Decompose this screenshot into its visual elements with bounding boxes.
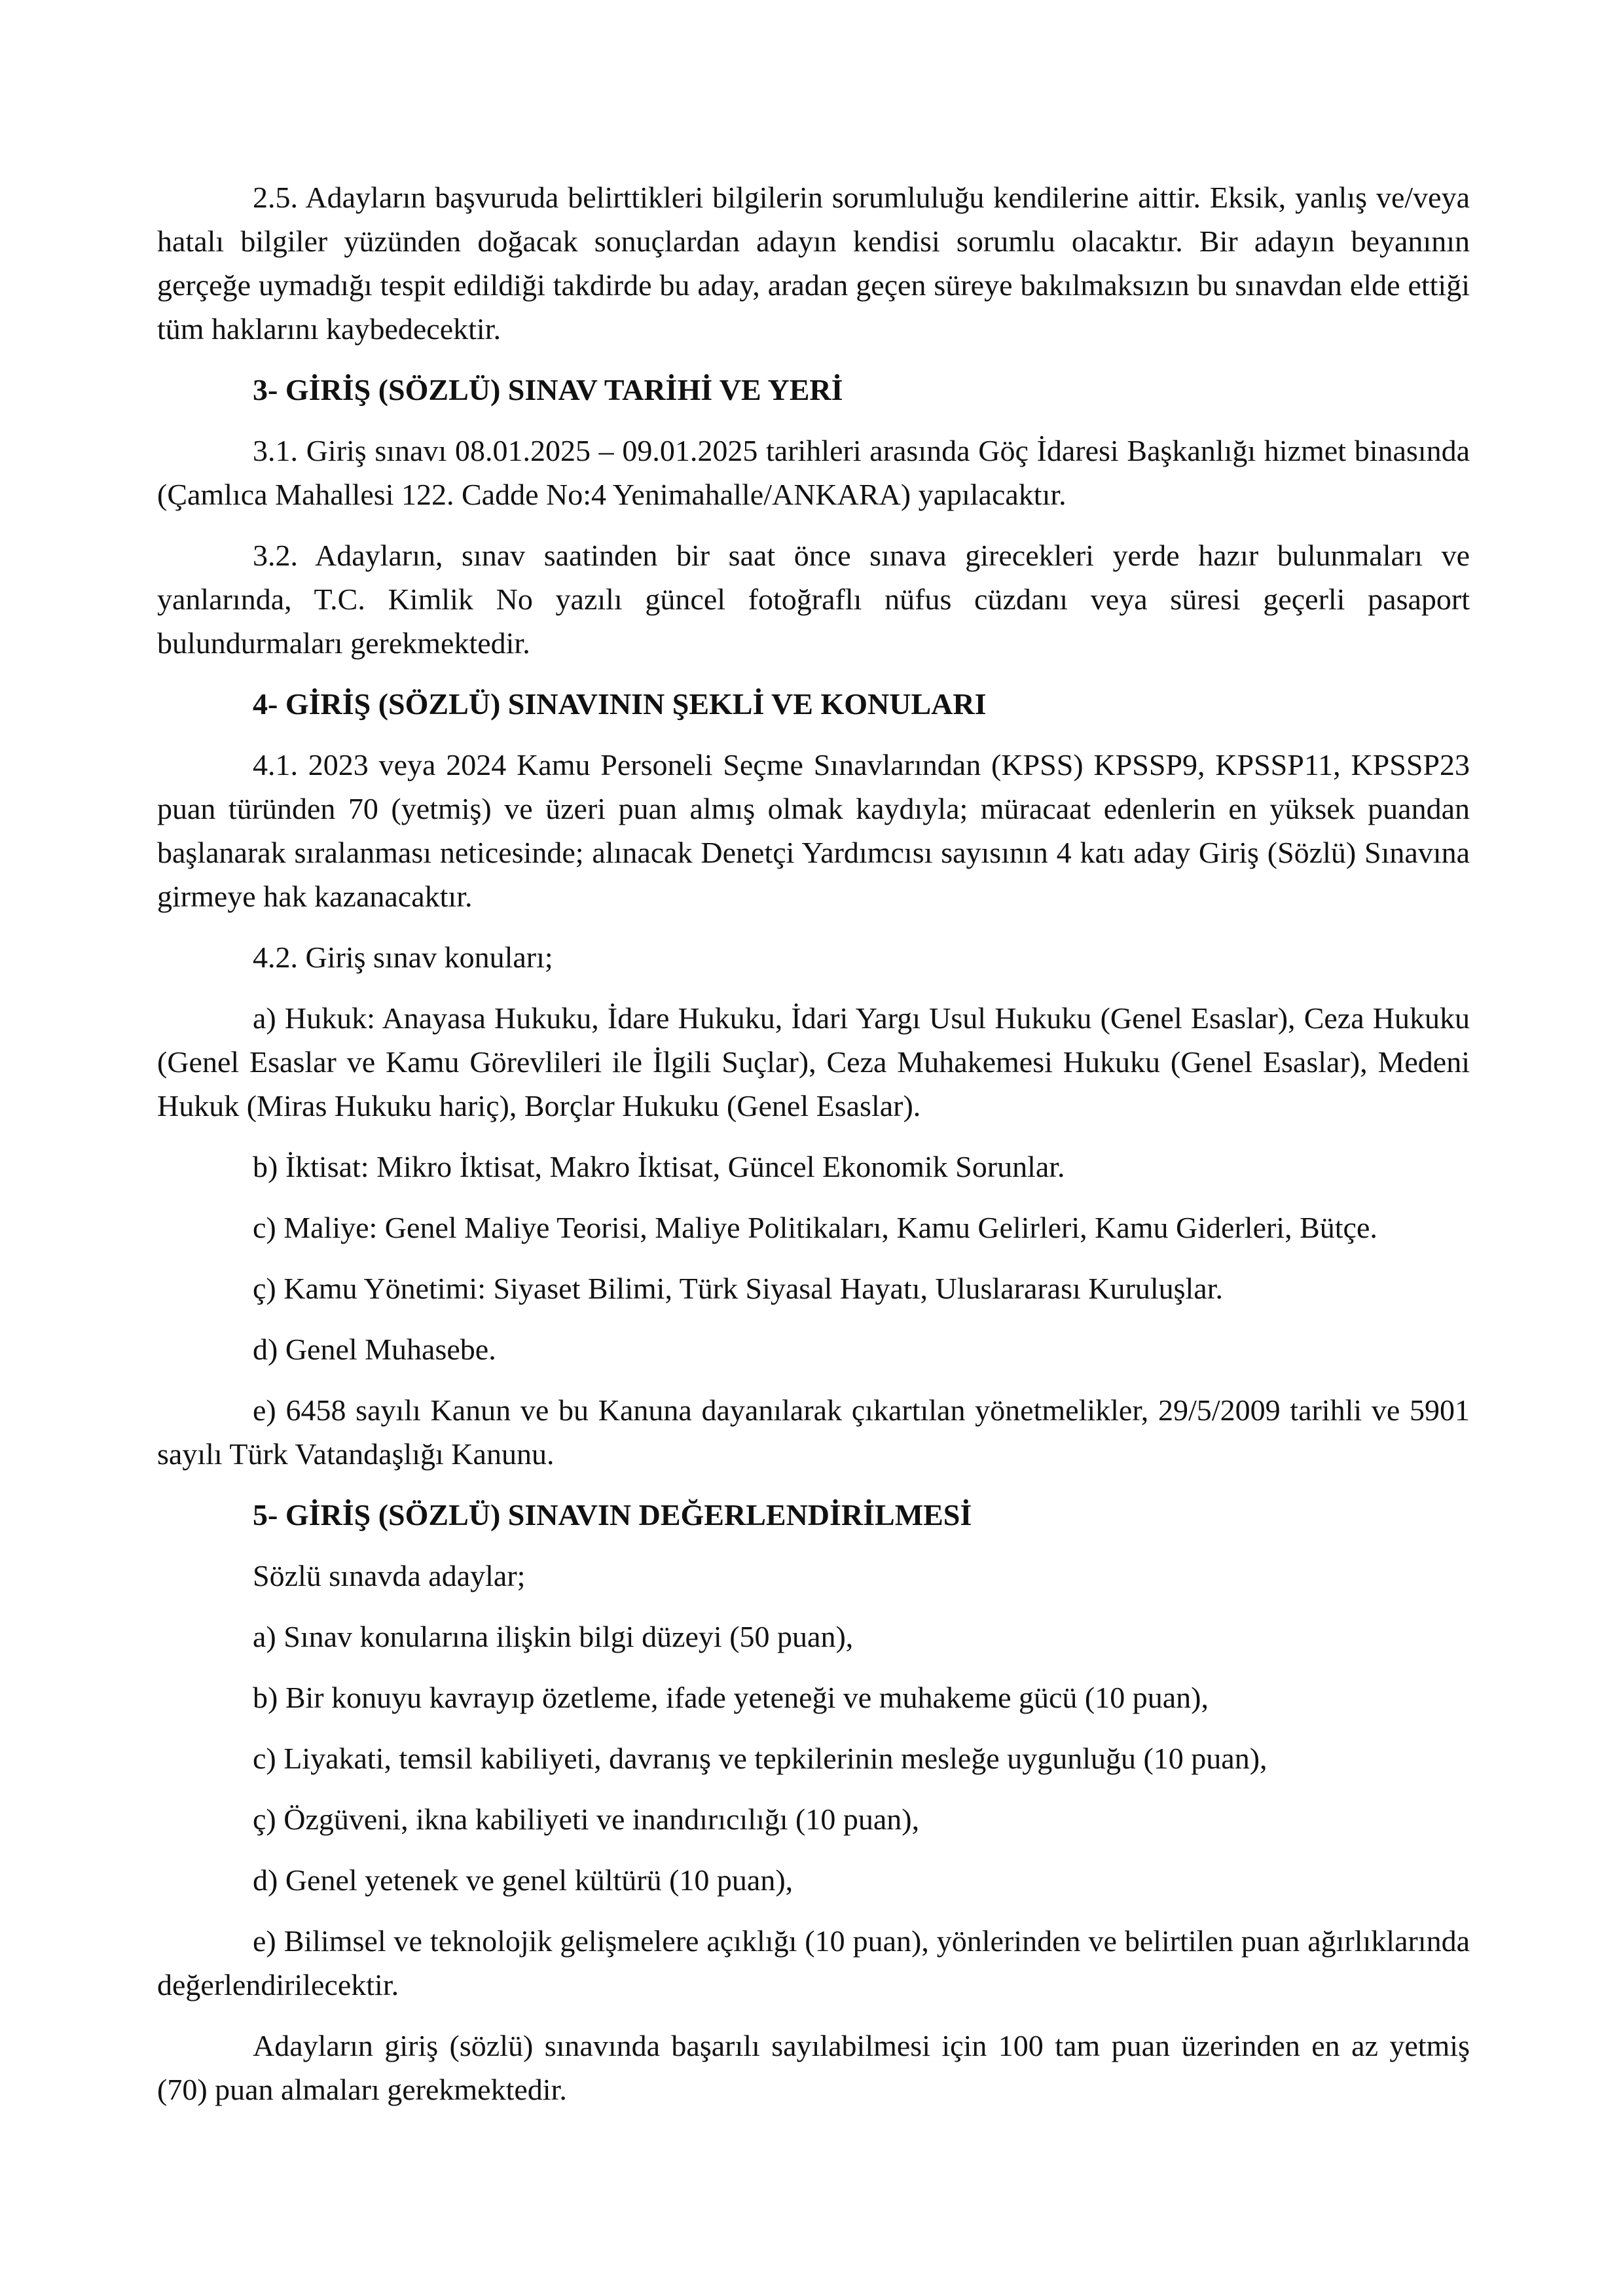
paragraph-4-1: 4.1. 2023 veya 2024 Kamu Personeli Seçme Sınavlarından (KPSS) KPSSP9, KPSSP11, KPSSP23 puan türünden 70 (yetmiş) ve üzeri puan almış olmak kaydıyla; müracaat edenlerin en yüksek puandan başlanarak sıralanması neticesinde; alınacak Denetçi Yardımcısı sayısının 4 katı aday Giriş (Sözlü) Sınavına girmeye hak kazanacaktır. (157, 748, 1470, 913)
criterion-item-d: d) Genel yetenek ve genel kültürü (10 puan), (253, 1863, 793, 1897)
topic-item-a: a) Hukuk: Anayasa Hukuku, İdare Hukuku, İdari Yargı Usul Hukuku (Genel Esaslar), Ceza Hukuku (Genel Esaslar ve Kamu Görevlileri ile İlgili Suçlar), Ceza Muhakemesi Hukuku (Genel Esaslar), Medeni Hukuk (Miras Hukuku hariç), Borçlar Hukuku (Genel Esaslar). (157, 1001, 1470, 1122)
criterion-item-c: c) Liyakati, temsil kabiliyeti, davranış ve tepkilerinin mesleğe uygunluğu (10 puan), (253, 1742, 1267, 1775)
criterion-item-a: a) Sınav konularına ilişkin bilgi düzeyi (50 puan), (253, 1620, 854, 1653)
topic-item-e: e) 6458 sayılı Kanun ve bu Kanuna dayanılarak çıkartılan yönetmelikler, 29/5/2009 tarihli ve 5901 sayılı Türk Vatandaşlığı Kanunu. (157, 1393, 1470, 1471)
paragraph-4-2: 4.2. Giriş sınav konuları; (253, 941, 553, 974)
paragraph-3-2: 3.2. Adayların, sınav saatinden bir saat önce sınava girecekleri yerde hazır bulunmaları ve yanlarında, T.C. Kimlik No yazılı güncel fotoğraflı nüfus cüzdanı veya süresi geçerli pasaport bulundurmaları gerekmektedir. (157, 539, 1470, 660)
document-page (157, 175, 1470, 2128)
criterion-item-cc: ç) Özgüveni, ikna kabiliyeti ve inandırıcılığı (10 puan), (253, 1803, 920, 1836)
paragraph-2-5: 2.5. Adayların başvuruda belirttikleri bilgilerin sorumluluğu kendilerine aittir. Eksik, yanlış ve/veya hatalı bilgiler yüzünden doğacak sonuçlardan adayın kendisi sorumlu olacaktır. Bir adayın beyanının gerçeğe uymadığı tespit edildiği takdirde bu aday, aradan geçen süreye bakılmaksızın bu sınavdan elde ettiği tüm haklarını kaybedecektir. (157, 181, 1470, 346)
paragraph-5-intro: Sözlü sınavda adaylar; (253, 1559, 526, 1592)
topic-item-cc: ç) Kamu Yönetimi: Siyaset Bilimi, Türk Siyasal Hayatı, Uluslararası Kuruluşlar. (253, 1272, 1223, 1305)
section-heading-3: 3- GİRİŞ (SÖZLÜ) SINAV TARİHİ VE YERİ (253, 373, 843, 406)
section-heading-4: 4- GİRİŞ (SÖZLÜ) SINAVININ ŞEKLİ VE KONULARI (253, 687, 987, 721)
topic-item-d: d) Genel Muhasebe. (253, 1333, 496, 1366)
criterion-item-b: b) Bir konuyu kavrayıp özetleme, ifade yeteneği ve muhakeme gücü (10 puan), (253, 1681, 1209, 1714)
section-heading-5: 5- GİRİŞ (SÖZLÜ) SINAVIN DEĞERLENDİRİLMESİ (253, 1498, 972, 1532)
topic-item-c: c) Maliye: Genel Maliye Teorisi, Maliye Politikaları, Kamu Gelirleri, Kamu Giderleri, Bütçe. (253, 1211, 1377, 1244)
criterion-item-e: e) Bilimsel ve teknolojik gelişmelere açıklığı (10 puan), yönlerinden ve belirtilen puan ağırlıklarında değerlendirilecektir. (157, 1924, 1470, 2001)
topic-item-b: b) İktisat: Mikro İktisat, Makro İktisat, Güncel Ekonomik Sorunlar. (253, 1150, 1065, 1183)
paragraph-3-1: 3.1. Giriş sınavı 08.01.2025 – 09.01.2025 tarihleri arasında Göç İdaresi Başkanlığı hizmet binasında (Çamlıca Mahallesi 122. Cadde No:4 Yenimahalle/ANKARA) yapılacaktır. (157, 434, 1470, 511)
paragraph-5-final: Adayların giriş (sözlü) sınavında başarılı sayılabilmesi için 100 tam puan üzerinden en az yetmiş (70) puan almaları gerekmektedir. (157, 2029, 1470, 2106)
